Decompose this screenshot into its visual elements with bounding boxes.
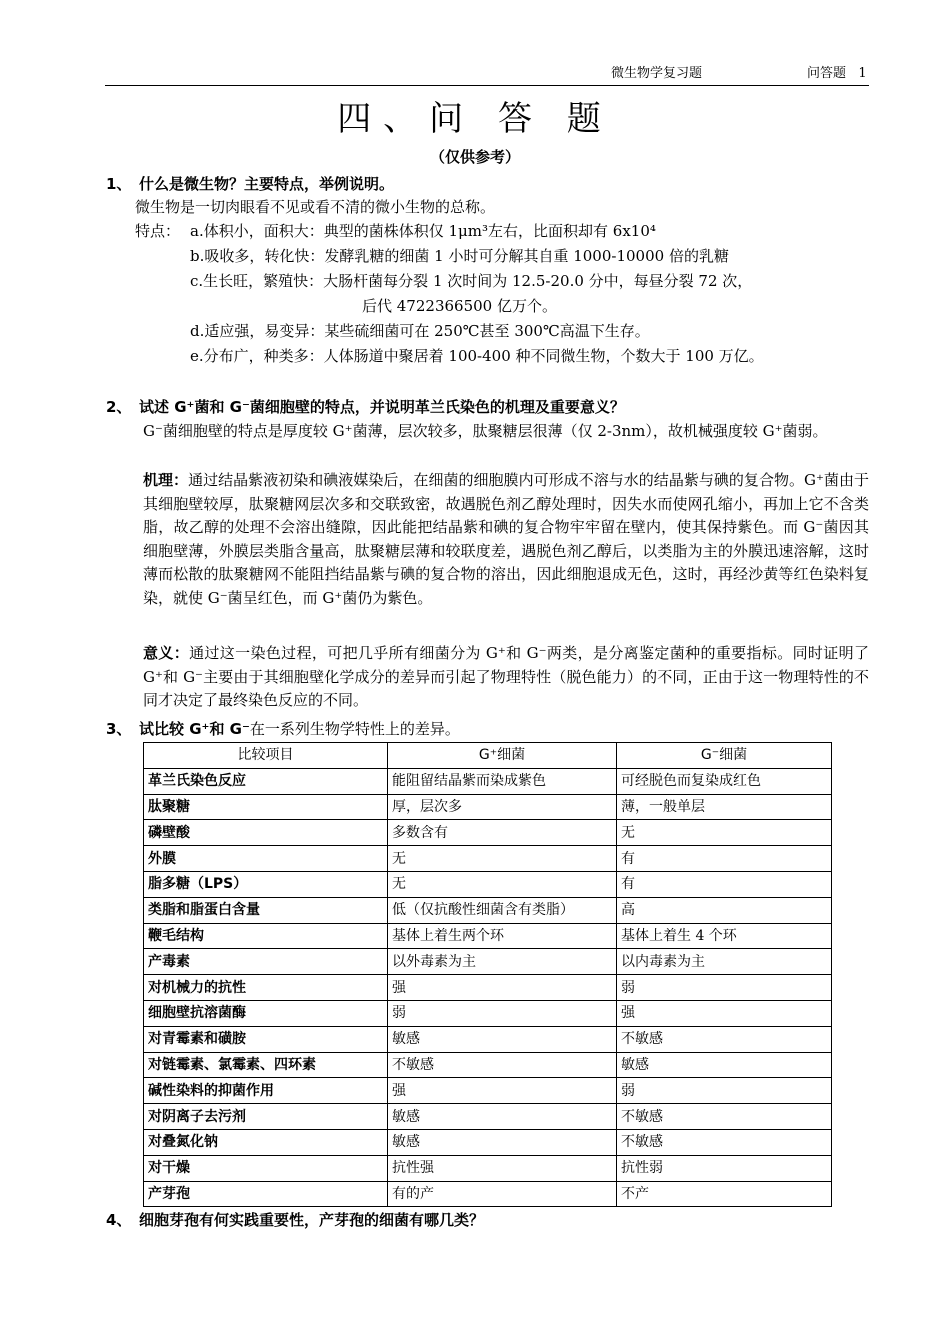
column-header: G⁻细菌	[617, 743, 832, 769]
table-cell-gneg: 有	[617, 846, 832, 872]
table-row	[144, 846, 832, 872]
question-4-text: 细胞芽孢有何实践重要性，产芽孢的细菌有哪几类？	[139, 1211, 485, 1229]
table-cell-gneg: 弱	[617, 1078, 832, 1104]
question-2-number: 2、	[106, 398, 132, 416]
q1-feature-d: d.适应强，易变异：某些硫细菌可在 250℃甚至 300℃高温下生存。	[190, 322, 650, 340]
table-row	[144, 923, 832, 949]
table-row	[144, 1129, 832, 1155]
table-row	[144, 1078, 832, 1104]
page-title: 四、问 答 题	[337, 99, 613, 139]
table-cell-gpos: 强	[388, 975, 617, 1001]
question-3	[106, 718, 460, 740]
q1-definition: 微生物是一切肉眼看不见或看不清的微小生物的总称。	[135, 198, 496, 216]
header-page-number: 1	[858, 66, 867, 81]
q1-feature-c-cont: 后代 4722366500 亿万个。	[362, 297, 557, 315]
question-3-text-rest: 在一系列生物学特性上的差异。	[249, 720, 460, 738]
q2-mechanism-label: 机理：	[143, 471, 189, 489]
table-row	[144, 1026, 832, 1052]
table-cell-gneg: 敏感	[617, 1052, 832, 1078]
table-cell-item: 革兰氏染色反应	[144, 768, 388, 794]
table-cell-gneg: 抗性弱	[617, 1155, 832, 1181]
q1-feature-c: c.生长旺，繁殖快：大肠杆菌每分裂 1 次时间为 12.5-20.0 分中，每昼分裂 72 次，	[190, 272, 753, 290]
table-row	[144, 1052, 832, 1078]
table-cell-gneg: 无	[617, 820, 832, 846]
header-course: 微生物学复习题	[611, 66, 703, 81]
table-cell-item: 脂多糖（LPS）	[144, 871, 388, 897]
table-row	[144, 1155, 832, 1181]
comparison-table	[143, 742, 832, 1207]
table-cell-gpos: 敏感	[388, 1129, 617, 1155]
table-cell-gneg: 强	[617, 1000, 832, 1026]
table-cell-item: 对叠氮化钠	[144, 1129, 388, 1155]
table-cell-item: 肽聚糖	[144, 794, 388, 820]
table-cell-gneg: 基体上着生 4 个环	[617, 923, 832, 949]
table-row	[144, 871, 832, 897]
question-3-number: 3、	[106, 720, 132, 738]
table-cell-gneg: 可经脱色而复染成红色	[617, 768, 832, 794]
table-cell-gpos: 抗性强	[388, 1155, 617, 1181]
table-cell-item: 外膜	[144, 846, 388, 872]
q2-mechanism-text: 通过结晶紫液初染和碘液媒染后，在细菌的细胞膜内可形成不溶与水的结晶紫与碘的复合物。G⁺菌由于其细胞壁较厚，肽聚糖网层次多和交联致密，故遇脱色剂乙醇处理时，因失水而使网孔缩小，再加上它不含类脂，故乙醇的处理不会溶出缝隙，因此能把结晶紫和碘的复合物牢牢留在壁内，使其保持紫色。而 G⁻菌因其细胞壁薄，外膜层类脂含量高，肽聚糖层薄和较联度差，遇脱色剂乙醇后，以类脂为主的外膜迅速溶解，这时薄而松散的肽聚糖网不能阻挡结晶紫与碘的复合物的溶出，因此细胞退成无色，这时，再经沙黄等红色染料复染，就使 G⁻菌呈红色，而 G⁺菌仍为紫色。	[143, 471, 869, 607]
table-cell-gneg: 不产	[617, 1181, 832, 1207]
table-cell-gneg: 弱	[617, 975, 832, 1001]
table-cell-gneg: 不敏感	[617, 1104, 832, 1130]
question-4	[106, 1209, 484, 1231]
table-cell-item: 磷壁酸	[144, 820, 388, 846]
table-row	[144, 1181, 832, 1207]
table-cell-gneg: 不敏感	[617, 1129, 832, 1155]
table-cell-gpos: 强	[388, 1078, 617, 1104]
table-cell-item: 碱性染料的抑菌作用	[144, 1078, 388, 1104]
column-header: G⁺细菌	[388, 743, 617, 769]
table-cell-item: 对干燥	[144, 1155, 388, 1181]
table-cell-gpos: 无	[388, 871, 617, 897]
table-cell-gneg: 不敏感	[617, 1026, 832, 1052]
table-cell-gpos: 多数含有	[388, 820, 617, 846]
header-rule	[105, 85, 869, 86]
question-3-text: 试比较 G⁺和 G⁻	[139, 720, 250, 738]
q2-significance-text: 通过这一染色过程，可把几乎所有细菌分为 G⁺和 G⁻两类，是分离鉴定菌种的重要指标。同时证明了 G⁺和 G⁻主要由于其细胞壁化学成分的差异而引起了物理特性（脱色能力）的不同，正由于这一物理特性的不同才决定了最终染色反应的不同。	[143, 644, 869, 710]
table-header-row	[144, 743, 832, 769]
question-4-number: 4、	[106, 1211, 132, 1229]
question-1-text: 什么是微生物？主要特点，举例说明。	[139, 175, 395, 193]
q2-mechanism-paragraph	[143, 469, 869, 611]
table-row	[144, 975, 832, 1001]
table-cell-gpos: 敏感	[388, 1026, 617, 1052]
table-cell-gpos: 敏感	[388, 1104, 617, 1130]
table-cell-gpos: 能阻留结晶紫而染成紫色	[388, 768, 617, 794]
table-cell-gpos: 有的产	[388, 1181, 617, 1207]
table-cell-gneg: 以内毒素为主	[617, 949, 832, 975]
table-cell-item: 鞭毛结构	[144, 923, 388, 949]
table-cell-gpos: 弱	[388, 1000, 617, 1026]
table-row	[144, 1000, 832, 1026]
question-1-number: 1、	[106, 175, 132, 193]
question-1	[106, 173, 394, 195]
q2-wall-paragraph: G⁻菌细胞壁的特点是厚度较 G⁺菌薄，层次较多，肽聚糖层很薄（仅 2-3nm），故机械强度较 G⁺菌弱。	[143, 422, 828, 440]
q1-feature-e: e.分布广，种类多：人体肠道中聚居着 100-400 种不同微生物，个数大于 100 万亿。	[190, 347, 764, 365]
header-section	[807, 66, 867, 82]
table-cell-gneg: 有	[617, 871, 832, 897]
table-cell-item: 对机械力的抗性	[144, 975, 388, 1001]
table-cell-gneg: 薄，一般单层	[617, 794, 832, 820]
table-row	[144, 820, 832, 846]
table-cell-item: 对青霉素和磺胺	[144, 1026, 388, 1052]
page-subtitle: （仅供参考）	[429, 148, 520, 166]
table-cell-gpos: 不敏感	[388, 1052, 617, 1078]
table-row	[144, 794, 832, 820]
table-row	[144, 1104, 832, 1130]
question-2	[106, 396, 625, 418]
column-header: 比较项目	[144, 743, 388, 769]
table-cell-gpos: 无	[388, 846, 617, 872]
question-2-text: 试述 G⁺菌和 G⁻菌细胞壁的特点，并说明革兰氏染色的机理及重要意义？	[139, 398, 625, 416]
table-cell-gpos: 以外毒素为主	[388, 949, 617, 975]
table-cell-gpos: 低（仅抗酸性细菌含有类脂）	[388, 897, 617, 923]
table-cell-item: 对链霉素、氯霉素、四环素	[144, 1052, 388, 1078]
table-cell-item: 细胞壁抗溶菌酶	[144, 1000, 388, 1026]
q1-features-label: 特点：	[135, 222, 181, 240]
q2-significance-label: 意义：	[143, 644, 190, 662]
table-cell-gpos: 厚，层次多	[388, 794, 617, 820]
table-cell-item: 产芽孢	[144, 1181, 388, 1207]
table-cell-item: 产毒素	[144, 949, 388, 975]
table-row	[144, 949, 832, 975]
q1-feature-b: b.吸收多，转化快：发酵乳糖的细菌 1 小时可分解其自重 1000-10000 倍的乳糖	[190, 247, 729, 265]
q2-significance-paragraph	[143, 642, 869, 713]
header-section-label: 问答题	[807, 66, 847, 81]
table-row	[144, 897, 832, 923]
table-cell-gpos: 基体上着生两个环	[388, 923, 617, 949]
table-cell-gneg: 高	[617, 897, 832, 923]
table-cell-item: 类脂和脂蛋白含量	[144, 897, 388, 923]
table-cell-item: 对阴离子去污剂	[144, 1104, 388, 1130]
table-row	[144, 768, 832, 794]
q1-feature-a: a.体积小，面积大：典型的菌株体积仅 1μm³左右，比面积却有 6x10⁴	[190, 222, 656, 240]
